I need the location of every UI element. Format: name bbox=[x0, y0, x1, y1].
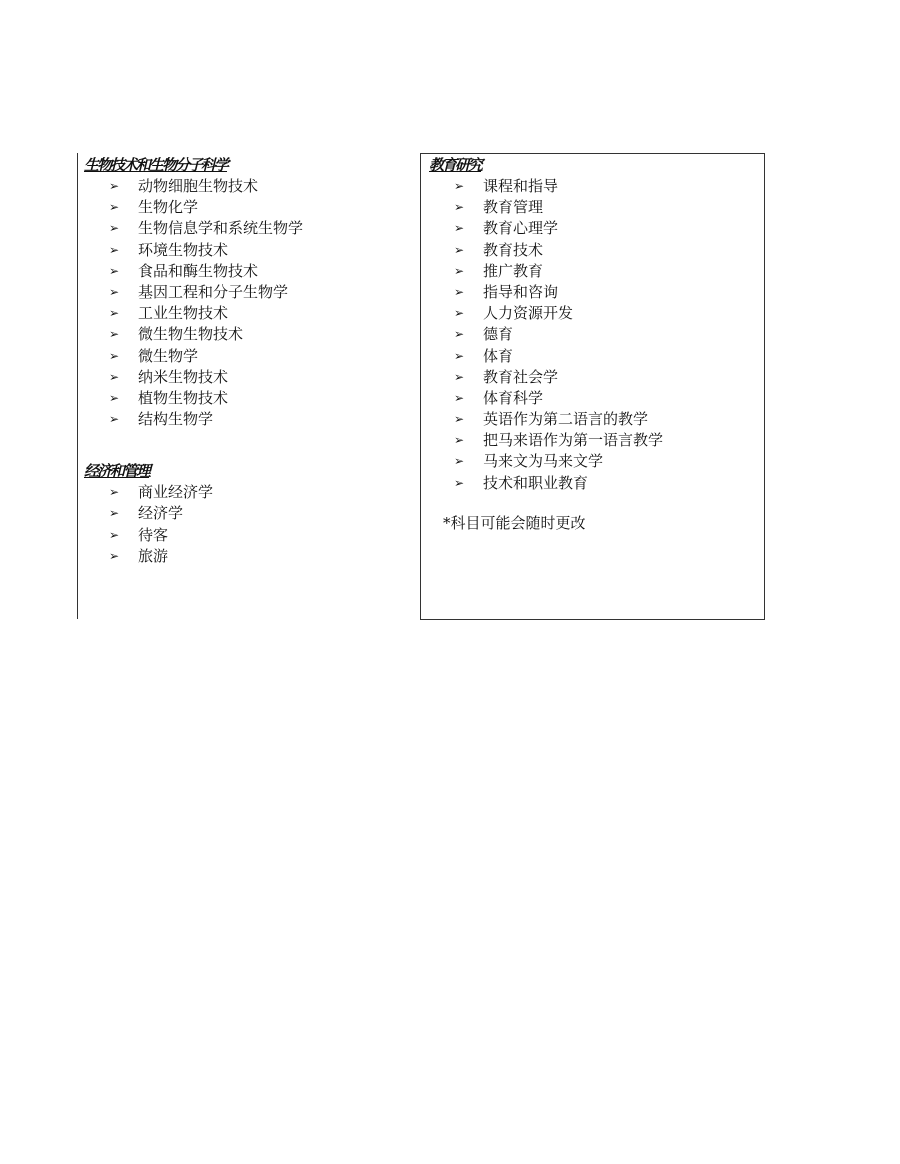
arrow-bullet-icon: ➢ bbox=[109, 548, 120, 563]
arrow-bullet-icon: ➢ bbox=[109, 306, 120, 321]
list-item: ➢ 教育社会学 bbox=[429, 367, 759, 388]
list-item: ➢ 课程和指导 bbox=[429, 176, 759, 197]
list-item: ➢ 动物细胞生物技术 bbox=[84, 176, 404, 197]
list-item: ➢ 指导和咨询 bbox=[429, 282, 759, 303]
list-item: ➢ 把马来语作为第一语言教学 bbox=[429, 430, 759, 451]
subject-change-note: *科目可能会随时更改 bbox=[443, 513, 586, 532]
arrow-bullet-icon: ➢ bbox=[454, 454, 465, 469]
arrow-bullet-icon: ➢ bbox=[454, 390, 465, 405]
list-item: ➢ 体育 bbox=[429, 346, 759, 367]
biotech-list bbox=[84, 176, 404, 430]
section-heading-education: 教育研究 bbox=[429, 157, 482, 174]
arrow-bullet-icon: ➢ bbox=[454, 348, 465, 363]
arrow-bullet-icon: ➢ bbox=[109, 221, 120, 236]
arrow-bullet-icon: ➢ bbox=[454, 284, 465, 299]
arrow-bullet-icon: ➢ bbox=[109, 242, 120, 257]
list-item: ➢ 旅游 bbox=[84, 546, 404, 567]
list-item: ➢ 纳米生物技术 bbox=[84, 367, 404, 388]
arrow-bullet-icon: ➢ bbox=[109, 369, 120, 384]
list-item: ➢ 马来文为马来文学 bbox=[429, 451, 759, 472]
arrow-bullet-icon: ➢ bbox=[454, 433, 465, 448]
arrow-bullet-icon: ➢ bbox=[454, 221, 465, 236]
arrow-bullet-icon: ➢ bbox=[454, 369, 465, 384]
arrow-bullet-icon: ➢ bbox=[109, 412, 120, 427]
list-item: ➢ 商业经济学 bbox=[84, 482, 404, 503]
arrow-bullet-icon: ➢ bbox=[109, 527, 120, 542]
list-item: ➢ 人力资源开发 bbox=[429, 303, 759, 324]
list-item: ➢ 待客 bbox=[84, 525, 404, 546]
list-item: ➢ 植物生物技术 bbox=[84, 388, 404, 409]
list-item: ➢ 环境生物技术 bbox=[84, 240, 404, 261]
left-column bbox=[84, 156, 404, 567]
left-column-border bbox=[77, 153, 78, 619]
arrow-bullet-icon: ➢ bbox=[454, 242, 465, 257]
list-item: ➢ 微生物学 bbox=[84, 346, 404, 367]
arrow-bullet-icon: ➢ bbox=[454, 263, 465, 278]
list-item: ➢ 微生物生物技术 bbox=[84, 324, 404, 345]
section-heading-economics: 经济和管理 bbox=[84, 463, 150, 481]
list-item: ➢ 教育心理学 bbox=[429, 218, 759, 239]
list-item: ➢ 教育技术 bbox=[429, 240, 759, 261]
list-item: ➢ 生物信息学和系统生物学 bbox=[84, 218, 404, 239]
list-item: ➢ 结构生物学 bbox=[84, 409, 404, 430]
arrow-bullet-icon: ➢ bbox=[109, 327, 120, 342]
list-item: ➢ 生物化学 bbox=[84, 197, 404, 218]
arrow-bullet-icon: ➢ bbox=[454, 179, 465, 193]
right-column bbox=[429, 156, 759, 534]
education-list bbox=[429, 176, 759, 494]
arrow-bullet-icon: ➢ bbox=[454, 327, 465, 342]
list-item: ➢ 德育 bbox=[429, 324, 759, 345]
list-item: ➢ 基因工程和分子生物学 bbox=[84, 282, 404, 303]
list-item: ➢ 推广教育 bbox=[429, 261, 759, 282]
arrow-bullet-icon: ➢ bbox=[109, 348, 120, 363]
arrow-bullet-icon: ➢ bbox=[454, 475, 465, 490]
arrow-bullet-icon: ➢ bbox=[109, 506, 120, 521]
arrow-bullet-icon: ➢ bbox=[109, 179, 120, 193]
list-item: ➢ 教育管理 bbox=[429, 197, 759, 218]
arrow-bullet-icon: ➢ bbox=[454, 200, 465, 215]
economics-list bbox=[84, 482, 404, 567]
arrow-bullet-icon: ➢ bbox=[454, 412, 465, 427]
section-heading-biotech: 生物技术和生物分子科学 bbox=[84, 157, 228, 174]
arrow-bullet-icon: ➢ bbox=[109, 390, 120, 405]
list-item: ➢ 体育科学 bbox=[429, 388, 759, 409]
arrow-bullet-icon: ➢ bbox=[109, 485, 120, 500]
list-item: ➢ 英语作为第二语言的教学 bbox=[429, 409, 759, 430]
list-item: ➢ 工业生物技术 bbox=[84, 303, 404, 324]
arrow-bullet-icon: ➢ bbox=[109, 200, 120, 215]
arrow-bullet-icon: ➢ bbox=[109, 263, 120, 278]
list-item: ➢ 食品和酶生物技术 bbox=[84, 261, 404, 282]
list-item: ➢ 经济学 bbox=[84, 503, 404, 524]
arrow-bullet-icon: ➢ bbox=[109, 284, 120, 299]
arrow-bullet-icon: ➢ bbox=[454, 306, 465, 321]
list-item: ➢ 技术和职业教育 bbox=[429, 473, 759, 494]
